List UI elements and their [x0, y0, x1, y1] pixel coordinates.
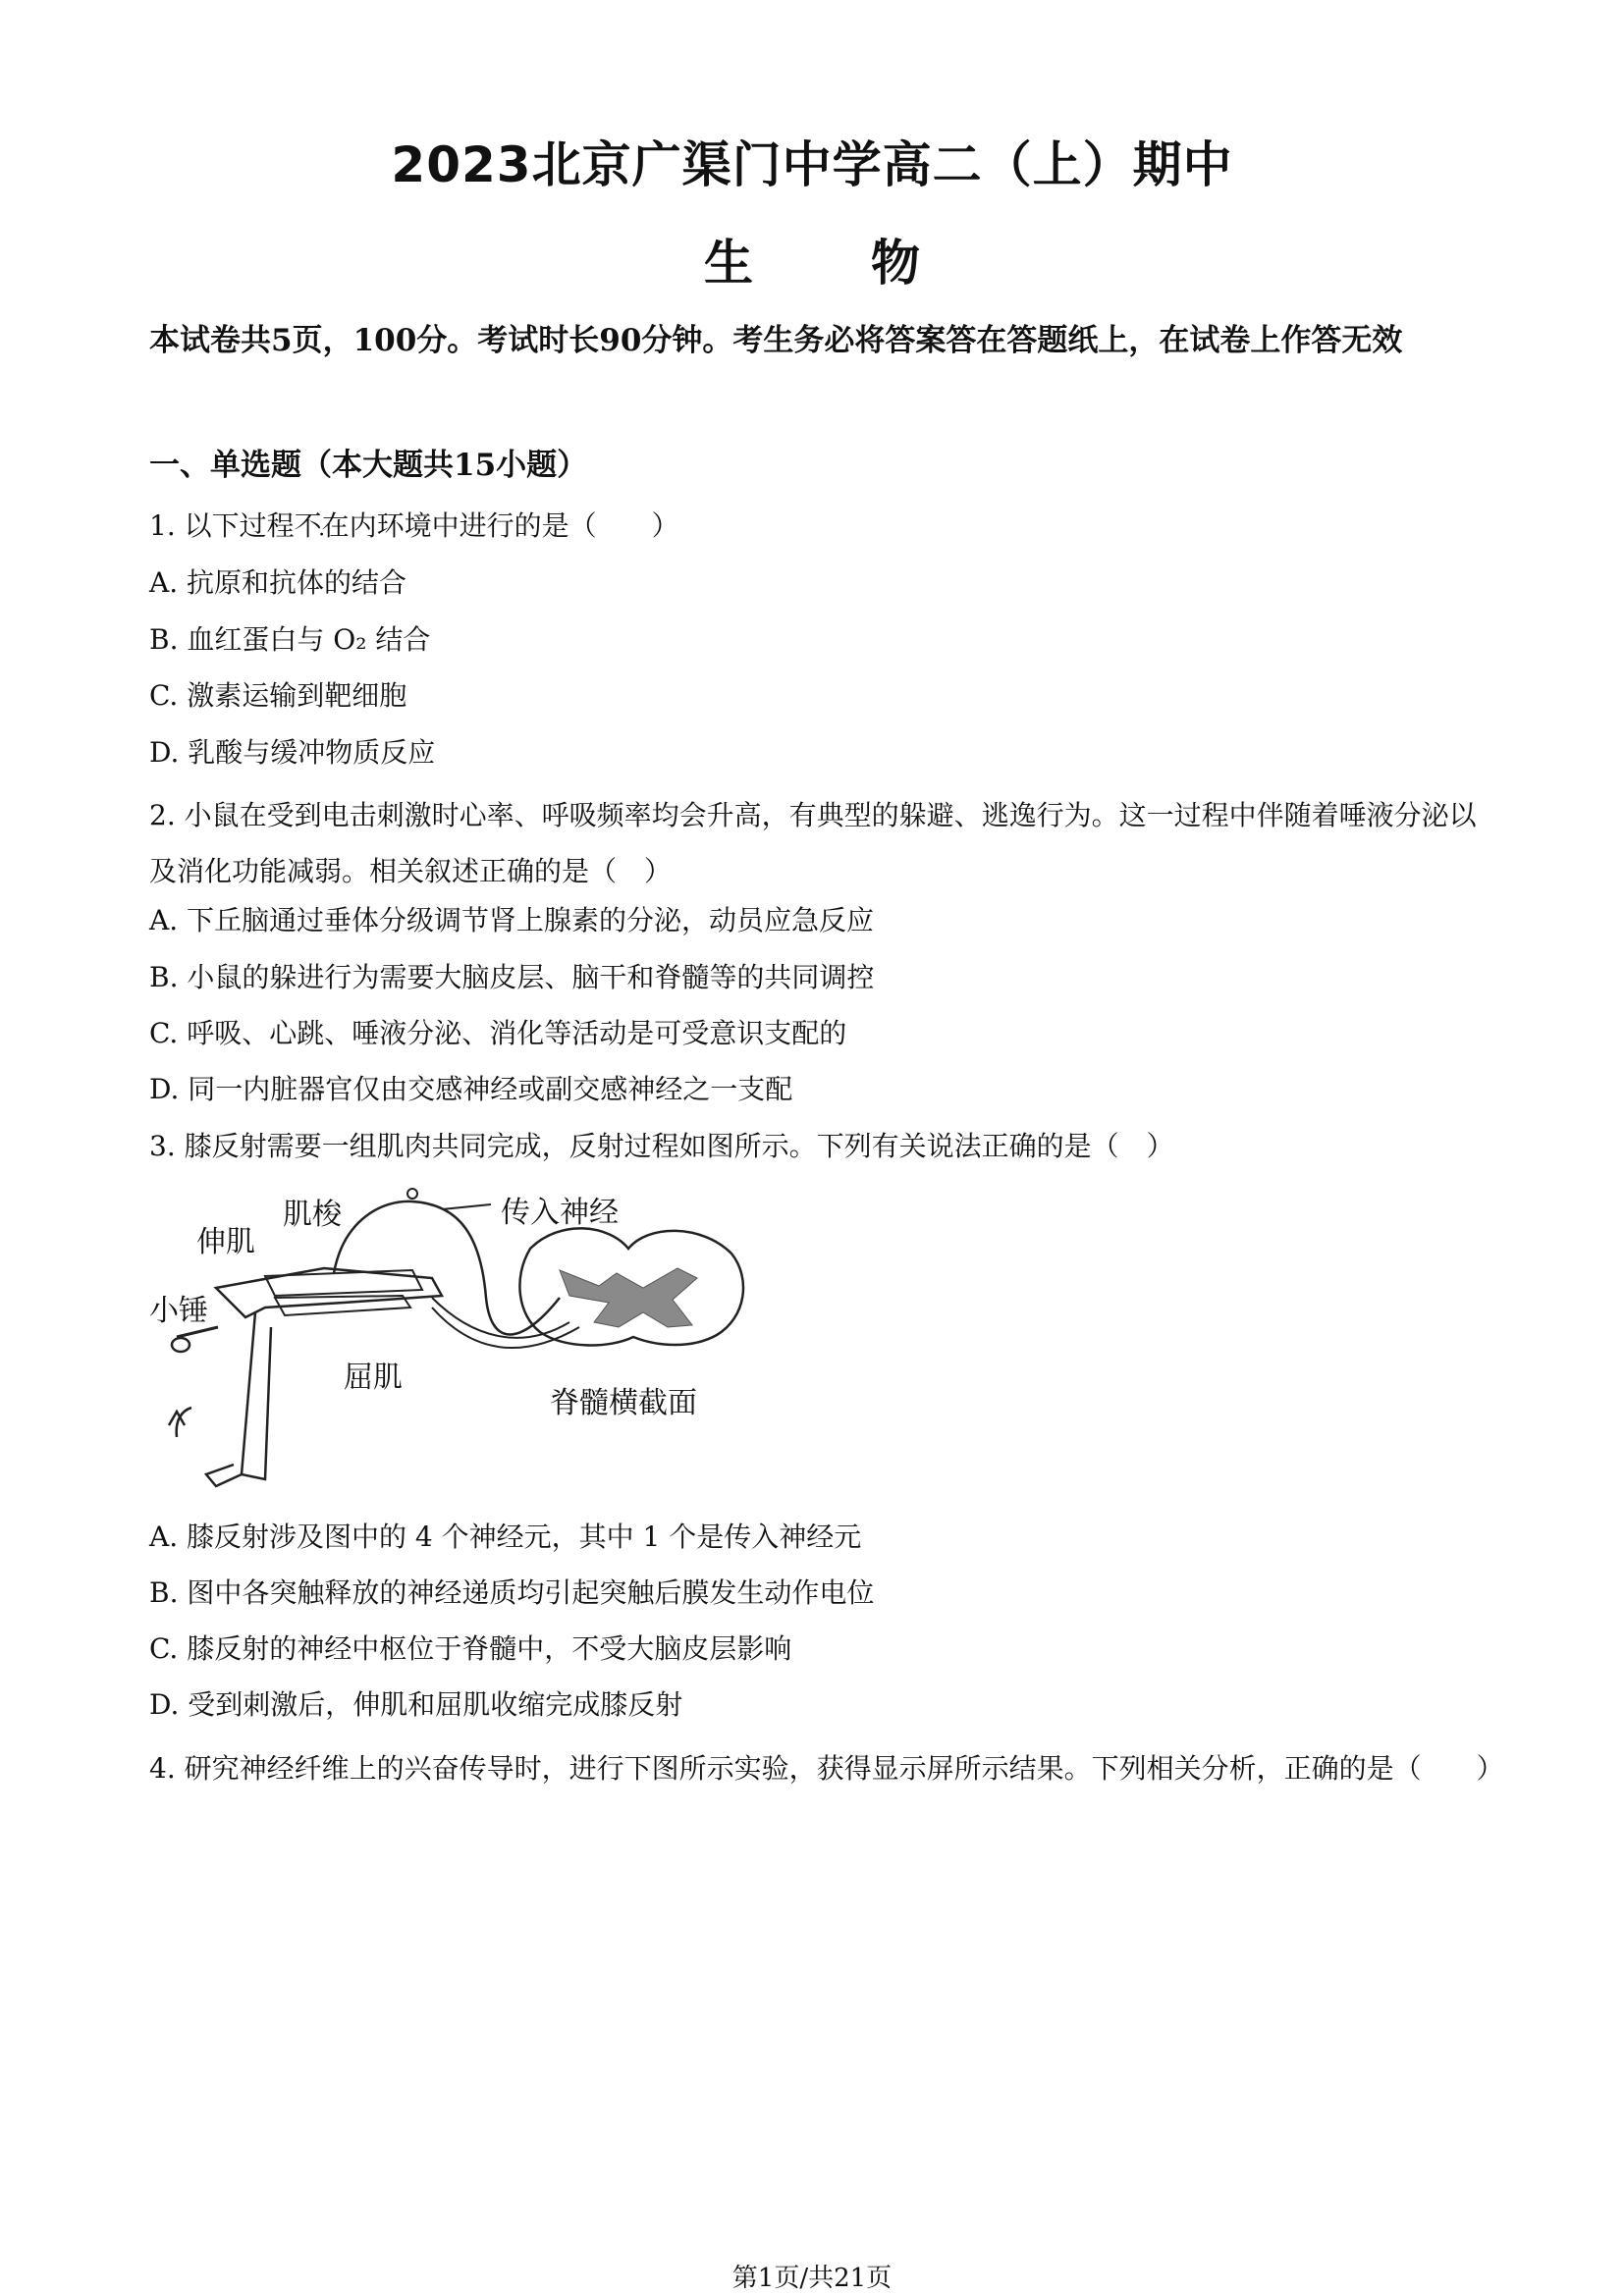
question-1-emphasis: 不在 [294, 509, 350, 542]
question-1-option-d: D. 乳酸与缓冲物质反应 [149, 736, 436, 769]
question-1-stem-end: 内环境中进行的是（ ） [349, 509, 679, 542]
afferent-ganglion [407, 1189, 417, 1199]
exam-instructions: 本试卷共5页，100分。考试时长90分钟。考生务必将答案答在答题纸上，在试卷上作答无效 [149, 323, 1403, 358]
label-muscle-spindle: 肌梭 [283, 1198, 342, 1232]
question-2-option-b: B. 小鼠的躲进行为需要大脑皮层、脑干和脊髓等的共同调控 [149, 961, 875, 993]
question-1-option-b: B. 血红蛋白与 O₂ 结合 [149, 623, 431, 656]
question-3-stem: 3. 膝反射需要一组肌肉共同完成，反射过程如图所示。下列有关说法正确的是（ ） [149, 1130, 1174, 1162]
question-2-stem: 2. 小鼠在受到电击刺激时心率、呼吸频率均会升高，有典型的躲避、逃逸行为。这一过程中伴随着唾液分泌以及消化功能减弱。相关叙述正确的是（ ） [149, 799, 1477, 887]
question-2-option-d: D. 同一内脏器官仅由交感神经或副交感神经之一支配 [149, 1073, 793, 1105]
question-3-option-a: A. 膝反射涉及图中的 4 个神经元，其中 1 个是传入神经元 [149, 1521, 862, 1553]
label-afferent-nerve: 传入神经 [501, 1196, 619, 1230]
question-2-option-a: A. 下丘脑通过垂体分级调节肾上腺素的分泌，动员应急反应 [149, 904, 875, 936]
question-1-stem-start: 1. 以下过程 [149, 509, 295, 542]
question-3-option-c: C. 膝反射的神经中枢位于脊髓中，不受大脑皮层影响 [149, 1632, 792, 1665]
subject-title: 生物 [704, 235, 1038, 292]
afferent-pointer [442, 1204, 491, 1209]
shin [242, 1312, 271, 1479]
label-hammer: 小锤 [149, 1294, 208, 1328]
label-spinal-cord-section: 脊髓横截面 [550, 1386, 697, 1420]
question-1-stem [149, 507, 679, 546]
exam-title: 2023北京广渠门中学高二（上）期中 [391, 136, 1233, 193]
question-3-option-d: D. 受到刺激后，伸肌和屈肌收缩完成膝反射 [149, 1688, 683, 1721]
label-flexor: 屈肌 [344, 1361, 403, 1395]
knee-reflex-figure [147, 1180, 756, 1494]
page-number: 第1页/共21页 [731, 2264, 893, 2293]
question-1-option-c: C. 激素运输到靶细胞 [149, 679, 407, 712]
question-1-option-a: A. 抗原和抗体的结合 [149, 566, 407, 599]
label-extensor: 伸肌 [196, 1225, 255, 1259]
question-3-option-b: B. 图中各突触释放的神经递质均引起突触后膜发生动作电位 [149, 1576, 875, 1609]
question-2-option-c: C. 呼吸、心跳、唾液分泌、消化等活动是可受意识支配的 [149, 1017, 847, 1049]
question-4-stem: 4. 研究神经纤维上的兴奋传导时，进行下图所示实验，获得显示屏所示结果。下列相关分析，正确的是（ ） [149, 1752, 1504, 1785]
hammer-head [172, 1338, 189, 1352]
foot [206, 1465, 242, 1486]
gray-matter [560, 1268, 697, 1327]
section-heading: 一、单选题（本大题共15小题） [149, 448, 588, 483]
